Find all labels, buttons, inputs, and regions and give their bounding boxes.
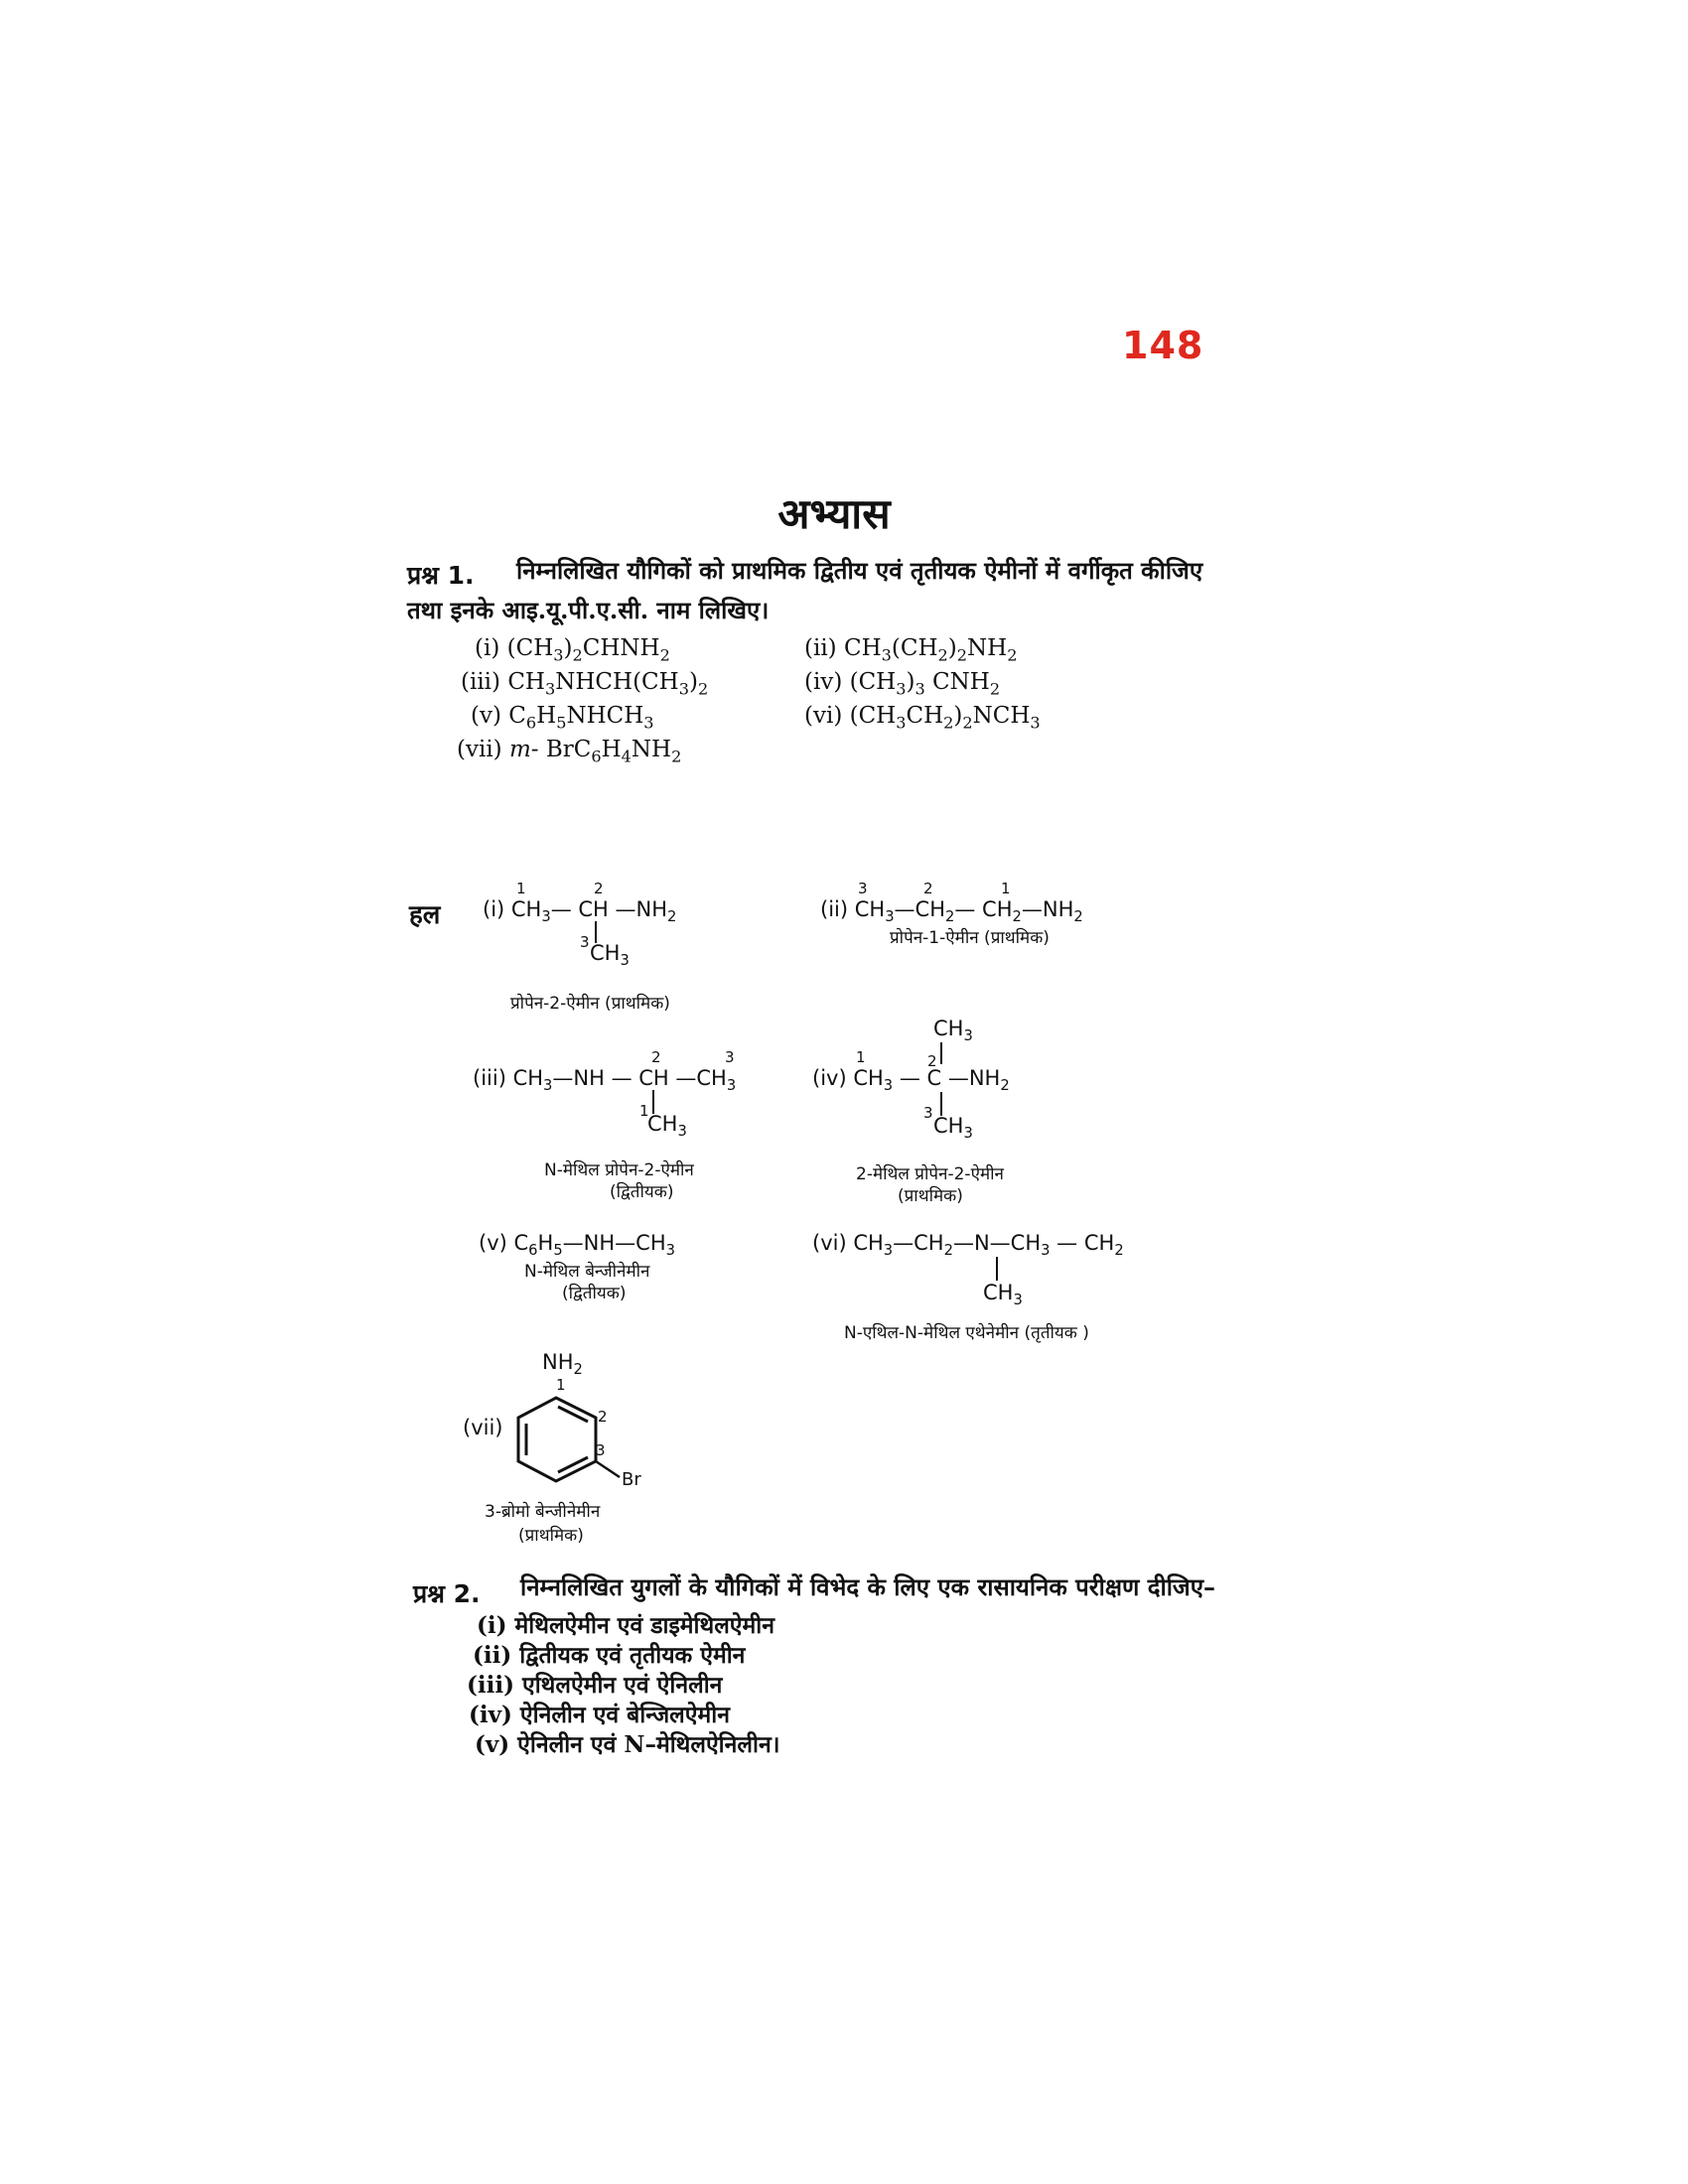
q1-item-i: (i) $(CH_3)_2CHNH_2$	[475, 635, 670, 665]
solution-label: हल	[409, 900, 441, 930]
q1-item-iv: (iv) $(CH_3)_3$ $CNH_2$	[804, 669, 1001, 699]
q1-item-vi: (vi) $(CH_3CH_2)_2NCH_3$	[804, 703, 1041, 733]
caption-i: प्रोपेन-2-ऐमीन (प्राथमिक)	[510, 994, 670, 1014]
q2-item-text: मेथिलऐमीन एवं डाइमेथिलऐमीन	[514, 1612, 775, 1639]
q1-item-i-num: (i)	[475, 635, 500, 661]
q2-item-text: ऐनिलीन एवं बेन्जिलऐमीन	[519, 1702, 730, 1728]
caption-iii-1: N-मेथिल प्रोपेन-2-ऐमीन	[544, 1160, 694, 1180]
section-title-text: अभ्यास	[777, 489, 891, 538]
caption-vii-1: 3-ब्रोमो बेन्जीनेमीन	[485, 1502, 601, 1522]
caption-iii-2: (द्वितीयक)	[610, 1182, 674, 1202]
q2-item-text: एथिलऐमीन एवं ऐनिलीन	[522, 1672, 723, 1699]
page-number: 148	[1122, 324, 1204, 367]
benzene-ring-icon	[512, 1390, 632, 1499]
q1-item-vii: (vii) m- $BrC_6H_4NH_2$	[457, 737, 682, 766]
caption-v-2: (द्वितीयक)	[562, 1284, 627, 1303]
q1-label: प्रश्न 1.	[407, 561, 475, 590]
q1-item-iii: (iii) $CH_3NHCH(CH_3)_2$	[461, 669, 709, 699]
caption-vi: N-एथिल-N-मेथिल एथेनेमीन (तृतीयक )	[844, 1323, 1089, 1343]
caption-vii-2: (प्राथमिक)	[518, 1526, 584, 1546]
q2-item	[475, 1727, 779, 1759]
q1-item-iv-num: (iv)	[804, 669, 843, 695]
q2-label: प्रश्न 2.	[413, 1579, 481, 1608]
q2-text: निम्नलिखित युगलों के यौगिकों में विभेद के लिए एक रासायनिक परीक्षण दीजिए–	[520, 1572, 1215, 1601]
q2-item	[477, 1608, 774, 1640]
caption-iv-1: 2-मेथिल प्रोपेन-2-ऐमीन	[856, 1164, 1004, 1184]
q2-item	[473, 1638, 745, 1670]
q2-item-num: (iv)	[469, 1702, 512, 1728]
q1-text-line2: तथा इनके आइ.यू.पी.ए.सी. नाम लिखिए।	[407, 596, 770, 624]
caption-iv-2: (प्राथमिक)	[898, 1186, 963, 1206]
q2-item-text: ऐनिलीन एवं N–मेथिलऐनिलीन।	[517, 1731, 780, 1758]
q2-item	[467, 1668, 722, 1700]
q1-item-iii-num: (iii)	[461, 669, 501, 695]
q1-item-vi-num: (vi)	[804, 703, 843, 729]
q1-text-line1: निम्नलिखित यौगिकों को प्राथमिक द्वितीय एवं तृतीयक ऐमीनों में वर्गीकृत कीजिए	[516, 556, 1203, 585]
q2-item-num: (ii)	[473, 1642, 512, 1669]
q2-item-text: द्वितीयक एवं तृतीयक ऐमीन	[519, 1642, 746, 1669]
q1-item-vii-num: (vii)	[457, 737, 502, 762]
q2-item-num: (iii)	[467, 1672, 514, 1699]
q1-item-v-num: (v)	[471, 703, 501, 729]
q1-item-v: (v) $C_6H_5NHCH_3$	[471, 703, 654, 733]
q2-item-num: (v)	[475, 1731, 510, 1758]
q2-item-num: (i)	[477, 1612, 507, 1639]
caption-ii: प्रोपेन-1-ऐमीन (प्राथमिक)	[890, 928, 1050, 948]
q1-item-ii: (ii) $CH_3(CH_2)_2NH_2$	[804, 635, 1018, 665]
q1-item-ii-num: (ii)	[804, 635, 837, 661]
section-title	[0, 484, 1688, 541]
q2-item	[469, 1698, 730, 1729]
structure-v: (v) $C_6H_5—NH—CH_3$	[479, 1231, 675, 1260]
caption-v-1: N-मेथिल बेन्जीनेमीन	[524, 1262, 650, 1282]
